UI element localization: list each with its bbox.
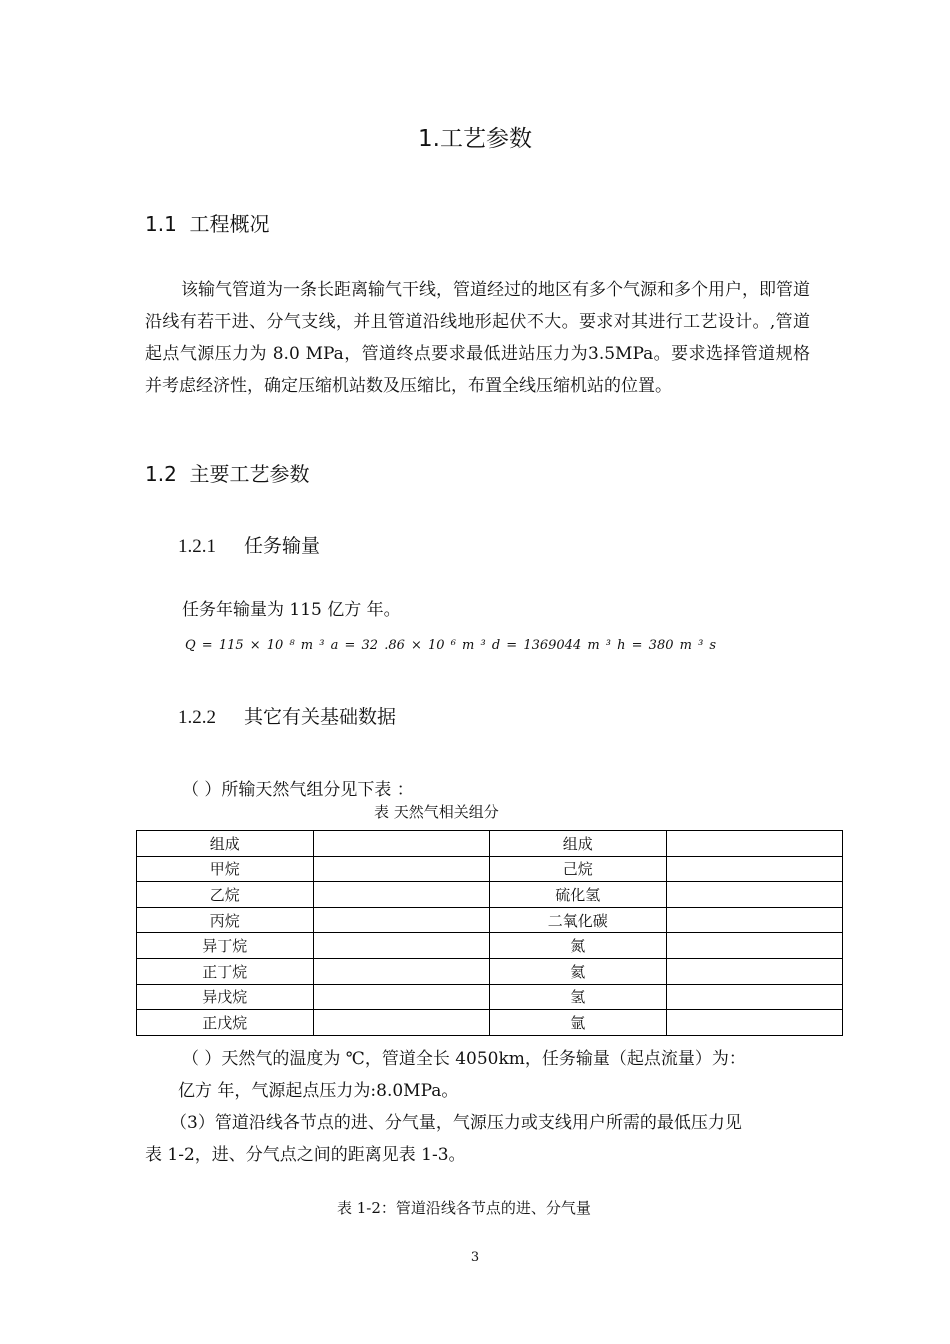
table-cell bbox=[666, 831, 843, 857]
table-cell: 二氧化碳 bbox=[490, 907, 667, 933]
section-number: 1.2.1 bbox=[178, 536, 216, 557]
section-title: 任务输量 bbox=[244, 535, 321, 557]
table-row bbox=[137, 907, 843, 933]
table-cell: 正戊烷 bbox=[137, 1010, 314, 1036]
table-cell: 氢 bbox=[490, 984, 667, 1010]
table-cell: 氦 bbox=[490, 958, 667, 984]
item-1-text: （ ）所输天然气组分见下表 ： bbox=[182, 780, 414, 800]
table-cell: 甲烷 bbox=[137, 856, 314, 882]
table-cell: 正丁烷 bbox=[137, 958, 314, 984]
overview-paragraph: 该输气管道为一条长距离输气干线，管道经过的地区有多个气源和多个用户，即管道沿线有若干进、分气支线，并且管道沿线地形起伏不大。要求对其进行工艺设计。,管道起点气源压力为 8.0 MPa，管道终点要求最低进站压力为3.5MPa。要求选择管道规格并考虑经济性，确定压缩机站数及压缩比，布置全线压缩机站的位置。 bbox=[145, 280, 810, 396]
table-cell: 氩 bbox=[490, 1010, 667, 1036]
item-3-line-2: 表 1-2，进、分气点之间的距离见表 1-3。 bbox=[145, 1145, 466, 1165]
section-number: 1.2 bbox=[145, 462, 177, 486]
section-1-1-heading bbox=[145, 208, 270, 237]
table-cell: 氮 bbox=[490, 933, 667, 959]
table-cell bbox=[666, 933, 843, 959]
table-caption: 表 天然气相关组分 bbox=[374, 803, 499, 821]
page-number: 3 bbox=[470, 1250, 480, 1265]
section-1-2-1-heading bbox=[178, 531, 320, 558]
table-1-2-caption: 表 1-2：管道沿线各节点的进、分气量 bbox=[337, 1199, 591, 1217]
section-number: 1.1 bbox=[145, 212, 177, 236]
table-cell: 组成 bbox=[137, 831, 314, 857]
table-cell bbox=[666, 882, 843, 908]
section-title: 主要工艺参数 bbox=[189, 462, 310, 486]
table-row bbox=[137, 984, 843, 1010]
table-cell: 硫化氢 bbox=[490, 882, 667, 908]
table-cell: 丙烷 bbox=[137, 907, 314, 933]
table-cell: 组成 bbox=[490, 831, 667, 857]
table-cell: 异丁烷 bbox=[137, 933, 314, 959]
table-cell bbox=[313, 856, 490, 882]
table-cell bbox=[666, 984, 843, 1010]
item-3-line-1: （3）管道沿线各节点的进、分气量，气源压力或支线用户所需的最低压力见 bbox=[170, 1113, 742, 1133]
table-cell: 己烷 bbox=[490, 856, 667, 882]
table-cell bbox=[666, 958, 843, 984]
table-cell: 乙烷 bbox=[137, 882, 314, 908]
section-1-2-2-heading bbox=[178, 702, 396, 729]
item-2-line-2: 亿方 年，气源起点压力为:8.0MPa。 bbox=[178, 1081, 459, 1101]
table-cell bbox=[666, 856, 843, 882]
table-cell bbox=[313, 882, 490, 908]
section-title: 工程概况 bbox=[189, 212, 270, 236]
table-row bbox=[137, 1010, 843, 1036]
table-cell bbox=[313, 933, 490, 959]
table-cell bbox=[313, 1010, 490, 1036]
item-2-line-1: （ ）天然气的温度为 ℃，管道全长 4050km，任务输量（起点流量）为： bbox=[182, 1049, 746, 1069]
table-row bbox=[137, 831, 843, 857]
table-row bbox=[137, 933, 843, 959]
table-cell: 异戊烷 bbox=[137, 984, 314, 1010]
table-cell bbox=[313, 958, 490, 984]
page-title: 1.工艺参数 bbox=[418, 126, 532, 152]
table-row bbox=[137, 882, 843, 908]
section-title: 其它有关基础数据 bbox=[244, 706, 397, 728]
section-number: 1.2.2 bbox=[178, 707, 216, 728]
table-cell bbox=[313, 984, 490, 1010]
table-row bbox=[137, 856, 843, 882]
table-cell bbox=[313, 831, 490, 857]
table-cell bbox=[666, 907, 843, 933]
flow-formula: Q = 115 × 10 ⁸ m ³ a = 32 .86 × 10 ⁶ m ³ d = 1369044 m ³ h = 380 m ³ s bbox=[185, 638, 717, 653]
table-cell bbox=[313, 907, 490, 933]
table-cell bbox=[666, 1010, 843, 1036]
section-1-2-heading bbox=[145, 458, 310, 487]
table-row bbox=[137, 958, 843, 984]
composition-table bbox=[136, 830, 843, 1036]
task-volume-text: 任务年输量为 115 亿方 年。 bbox=[182, 600, 401, 620]
